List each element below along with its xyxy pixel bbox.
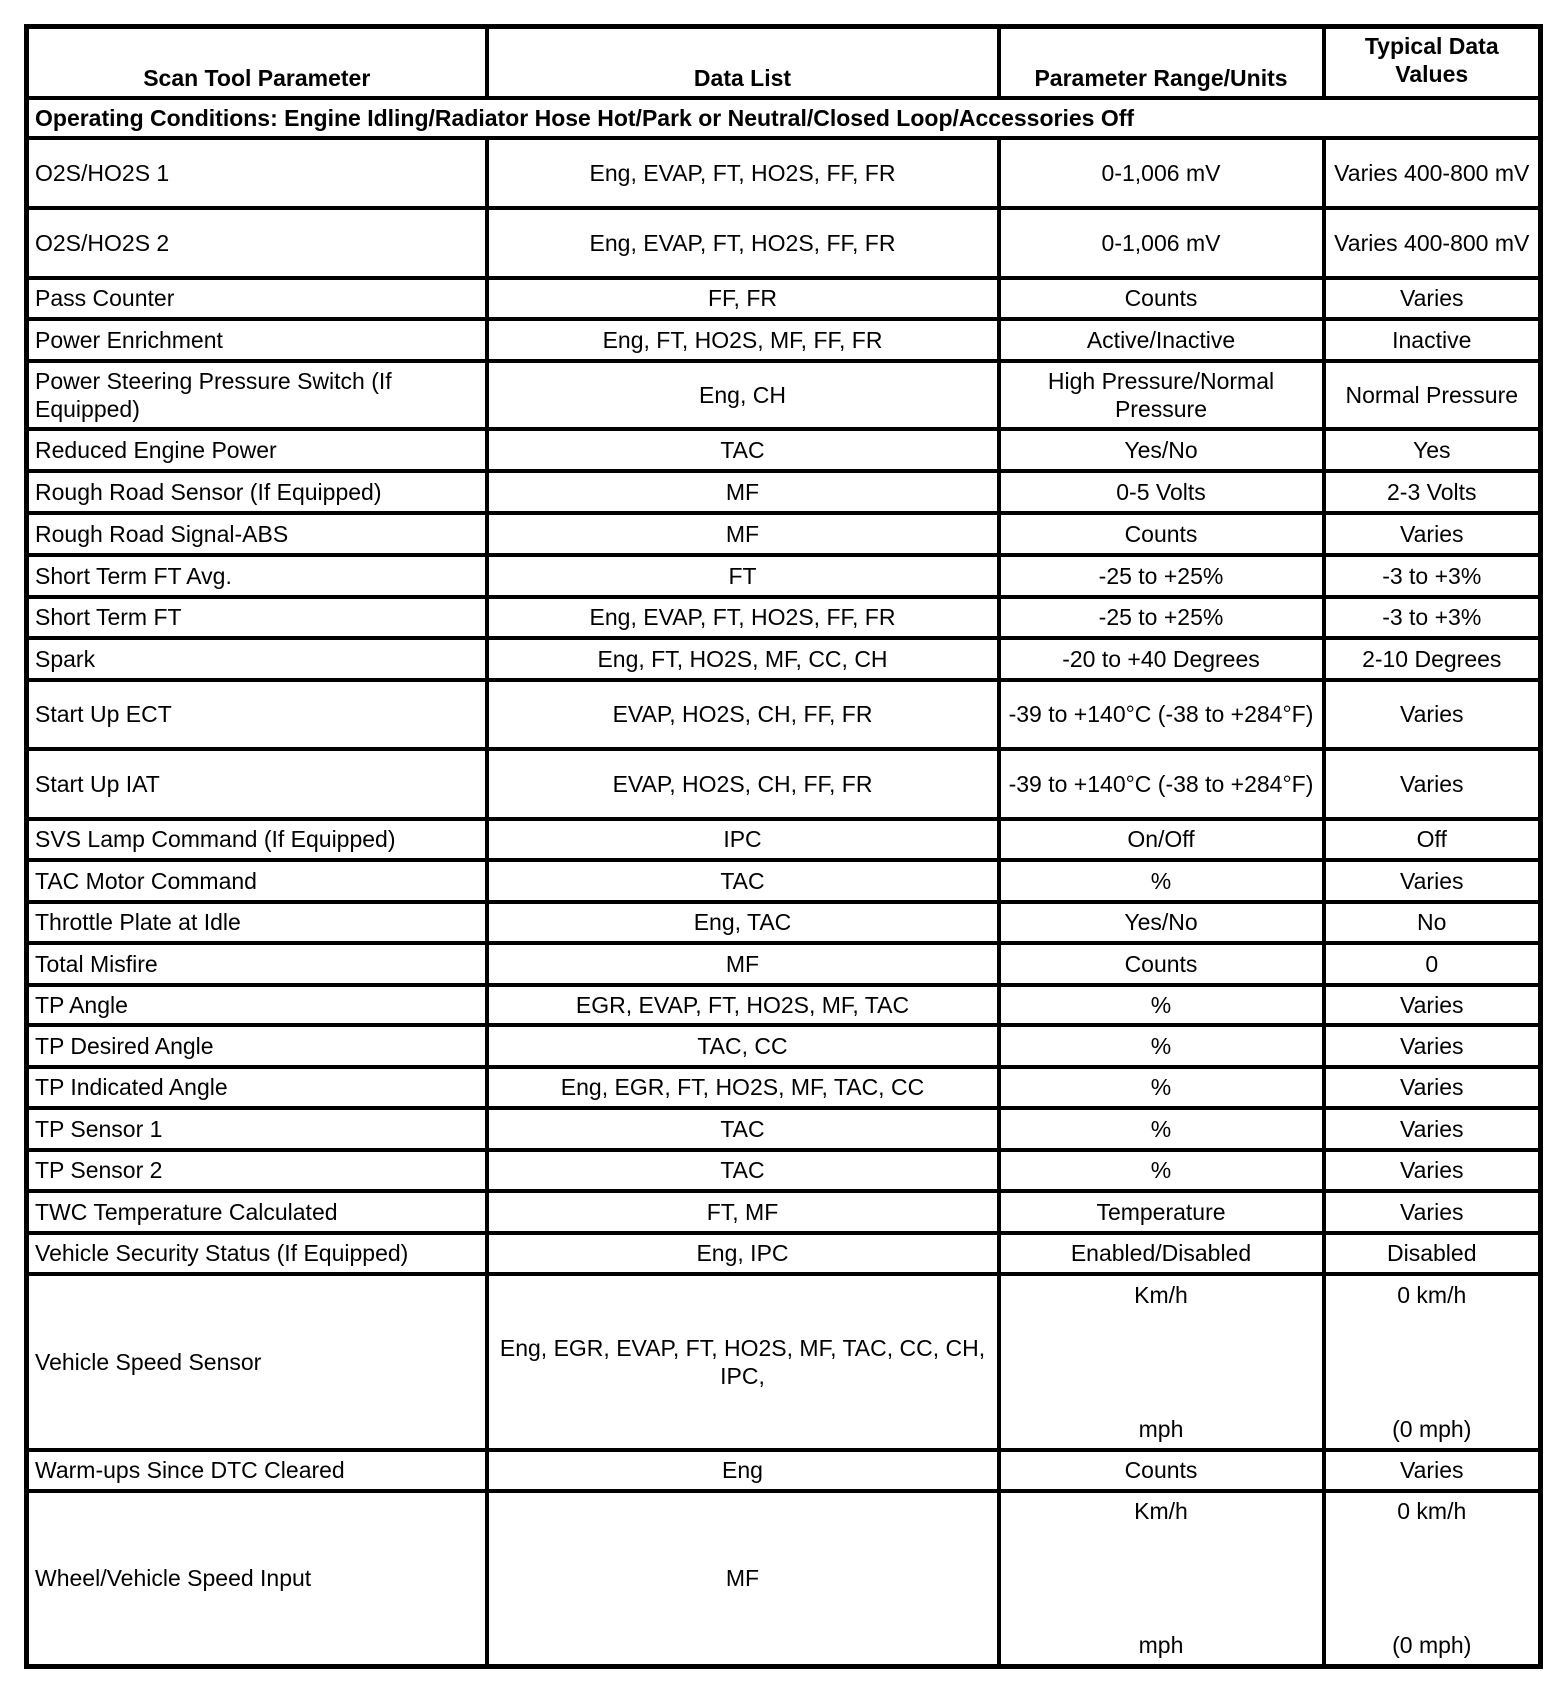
header-data-list: Data List [487,27,999,98]
range-cell: 0-5 Volts [999,471,1324,513]
typical-value-cell: Varies [1324,680,1541,749]
range-cell: On/Off [999,819,1324,860]
parameter-cell: Rough Road Sensor (If Equipped) [27,471,487,513]
range-cell: -25 to +25% [999,555,1324,597]
data-list-cell: EVAP, HO2S, CH, FF, FR [487,680,999,749]
data-list-cell: MF [487,471,999,513]
scan-tool-data-table [24,24,1543,1669]
table-row [27,513,1541,555]
typical-value-cell: Varies [1324,278,1541,319]
range-cell [999,1274,1324,1450]
typical-value-cell: Varies [1324,749,1541,819]
typical-metric: 0 km/h [1397,1498,1467,1525]
table-row [27,1067,1541,1108]
data-list-cell: Eng, CH [487,361,999,429]
data-list-cell: EGR, EVAP, FT, HO2S, MF, TAC [487,985,999,1025]
table-row [27,680,1541,749]
typical-value-cell: Varies [1324,985,1541,1025]
range-metric: Km/h [1134,1281,1188,1308]
table-row [27,208,1541,278]
typical-value-cell: Normal Pressure [1324,361,1541,429]
typical-metric: 0 km/h [1397,1281,1467,1308]
typical-value-cell: Varies [1324,513,1541,555]
range-cell: High Pressure/Normal Pressure [999,361,1324,429]
data-list-cell: EVAP, HO2S, CH, FF, FR [487,749,999,819]
typical-value-cell: -3 to +3% [1324,555,1541,597]
range-metric: Km/h [1134,1498,1188,1525]
typical-value-cell: -3 to +3% [1324,597,1541,638]
table-row-wheel-speed-input [27,1491,1541,1667]
table-row [27,361,1541,429]
data-list-cell: Eng, FT, HO2S, MF, CC, CH [487,638,999,680]
typical-value-cell: 2-3 Volts [1324,471,1541,513]
parameter-cell: Short Term FT [27,597,487,638]
parameter-cell: Pass Counter [27,278,487,319]
parameter-cell: TP Desired Angle [27,1025,487,1067]
typical-value-cell: Varies [1324,1191,1541,1233]
range-cell: % [999,1025,1324,1067]
range-cell: 0-1,006 mV [999,138,1324,208]
data-list-cell: IPC [487,819,999,860]
typical-imperial: (0 mph) [1392,1415,1472,1442]
parameter-cell: TP Sensor 2 [27,1150,487,1191]
typical-value-cell [1324,1491,1541,1667]
data-list-cell: FT, MF [487,1191,999,1233]
data-list-cell: TAC [487,1108,999,1150]
parameter-cell: TWC Temperature Calculated [27,1191,487,1233]
data-list-cell: Eng, EVAP, FT, HO2S, FF, FR [487,597,999,638]
data-list-cell: MF [487,943,999,985]
data-list-cell: Eng, EVAP, FT, HO2S, FF, FR [487,208,999,278]
typical-value-cell [1324,1274,1541,1450]
data-list-cell: FT [487,555,999,597]
table-row [27,749,1541,819]
table-row [27,1108,1541,1150]
parameter-cell: Throttle Plate at Idle [27,902,487,943]
table-row [27,638,1541,680]
table-row [27,819,1541,860]
range-cell: % [999,1108,1324,1150]
range-cell: % [999,985,1324,1025]
range-cell: % [999,860,1324,902]
typical-value-cell: Disabled [1324,1233,1541,1274]
table-row [27,985,1541,1025]
table-row [27,943,1541,985]
range-cell: Yes/No [999,429,1324,471]
operating-conditions-row [27,98,1541,138]
data-list-cell: TAC [487,429,999,471]
table-row [27,1025,1541,1067]
typical-value-cell: Varies 400-800 mV [1324,208,1541,278]
range-cell: -39 to +140°C (-38 to +284°F) [999,749,1324,819]
data-list-cell: Eng, EGR, FT, HO2S, MF, TAC, CC [487,1067,999,1108]
typical-value-cell: Varies 400-800 mV [1324,138,1541,208]
data-list-cell: FF, FR [487,278,999,319]
parameter-cell: Vehicle Speed Sensor [27,1274,487,1450]
table-row [27,138,1541,208]
range-cell: -25 to +25% [999,597,1324,638]
data-list-cell: TAC [487,860,999,902]
parameter-cell: O2S/HO2S 2 [27,208,487,278]
table-row [27,902,1541,943]
parameter-cell: Total Misfire [27,943,487,985]
typical-value-cell: Yes [1324,429,1541,471]
parameter-cell: TP Sensor 1 [27,1108,487,1150]
data-list-cell: Eng [487,1450,999,1491]
parameter-cell: TP Indicated Angle [27,1067,487,1108]
table-row [27,1233,1541,1274]
table-row [27,597,1541,638]
parameter-cell: Power Enrichment [27,319,487,361]
operating-conditions: Operating Conditions: Engine Idling/Radiator Hose Hot/Park or Neutral/Closed Loop/Accessories Off [27,98,1541,138]
typical-value-cell: Varies [1324,1150,1541,1191]
parameter-cell: Warm-ups Since DTC Cleared [27,1450,487,1491]
typical-value-cell: Varies [1324,1108,1541,1150]
parameter-cell: Spark [27,638,487,680]
range-cell: Counts [999,278,1324,319]
range-cell: Active/Inactive [999,319,1324,361]
range-cell: Yes/No [999,902,1324,943]
parameter-cell: Start Up ECT [27,680,487,749]
table-row-vehicle-speed-sensor [27,1274,1541,1450]
parameter-cell: Start Up IAT [27,749,487,819]
range-cell: Counts [999,1450,1324,1491]
parameter-cell: Rough Road Signal-ABS [27,513,487,555]
table-row [27,1150,1541,1191]
table-row [27,429,1541,471]
table-row [27,278,1541,319]
parameter-cell: Vehicle Security Status (If Equipped) [27,1233,487,1274]
parameter-cell: Power Steering Pressure Switch (If Equipped) [27,361,487,429]
header-typical-data-values: Typical Data Values [1324,27,1541,98]
header-scan-tool-parameter: Scan Tool Parameter [27,27,487,98]
range-cell: Temperature [999,1191,1324,1233]
table-row [27,555,1541,597]
typical-imperial: (0 mph) [1392,1632,1472,1659]
typical-value-cell: Varies [1324,1025,1541,1067]
range-cell: Enabled/Disabled [999,1233,1324,1274]
table-row [27,1191,1541,1233]
typical-value-cell: Varies [1324,1450,1541,1491]
range-cell [999,1491,1324,1667]
parameter-cell: TP Angle [27,985,487,1025]
parameter-cell: TAC Motor Command [27,860,487,902]
range-cell: % [999,1150,1324,1191]
parameter-cell: SVS Lamp Command (If Equipped) [27,819,487,860]
data-list-cell: TAC [487,1150,999,1191]
data-list-cell: Eng, EGR, EVAP, FT, HO2S, MF, TAC, CC, CH, IPC, [487,1274,999,1450]
parameter-cell: Wheel/Vehicle Speed Input [27,1491,487,1667]
data-list-cell: Eng, IPC [487,1233,999,1274]
table-row [27,471,1541,513]
range-cell: % [999,1067,1324,1108]
data-list-cell: Eng, TAC [487,902,999,943]
data-list-cell: TAC, CC [487,1025,999,1067]
table-row-warmups [27,1450,1541,1491]
parameter-cell: Reduced Engine Power [27,429,487,471]
range-cell: 0-1,006 mV [999,208,1324,278]
range-cell: Counts [999,943,1324,985]
parameter-cell: O2S/HO2S 1 [27,138,487,208]
data-list-cell: Eng, EVAP, FT, HO2S, FF, FR [487,138,999,208]
data-list-cell: MF [487,1491,999,1667]
range-cell: -20 to +40 Degrees [999,638,1324,680]
header-parameter-range-units: Parameter Range/Units [999,27,1324,98]
header-row [27,27,1541,98]
table-row [27,860,1541,902]
typical-value-cell: Inactive [1324,319,1541,361]
typical-value-cell: Varies [1324,1067,1541,1108]
typical-value-cell: No [1324,902,1541,943]
data-list-cell: MF [487,513,999,555]
typical-value-cell: 0 [1324,943,1541,985]
data-list-cell: Eng, FT, HO2S, MF, FF, FR [487,319,999,361]
typical-value-cell: 2-10 Degrees [1324,638,1541,680]
range-imperial: mph [1138,1415,1184,1442]
typical-value-cell: Varies [1324,860,1541,902]
typical-value-cell: Off [1324,819,1541,860]
range-cell: -39 to +140°C (-38 to +284°F) [999,680,1324,749]
table-row [27,319,1541,361]
range-imperial: mph [1138,1632,1184,1659]
range-cell: Counts [999,513,1324,555]
parameter-cell: Short Term FT Avg. [27,555,487,597]
